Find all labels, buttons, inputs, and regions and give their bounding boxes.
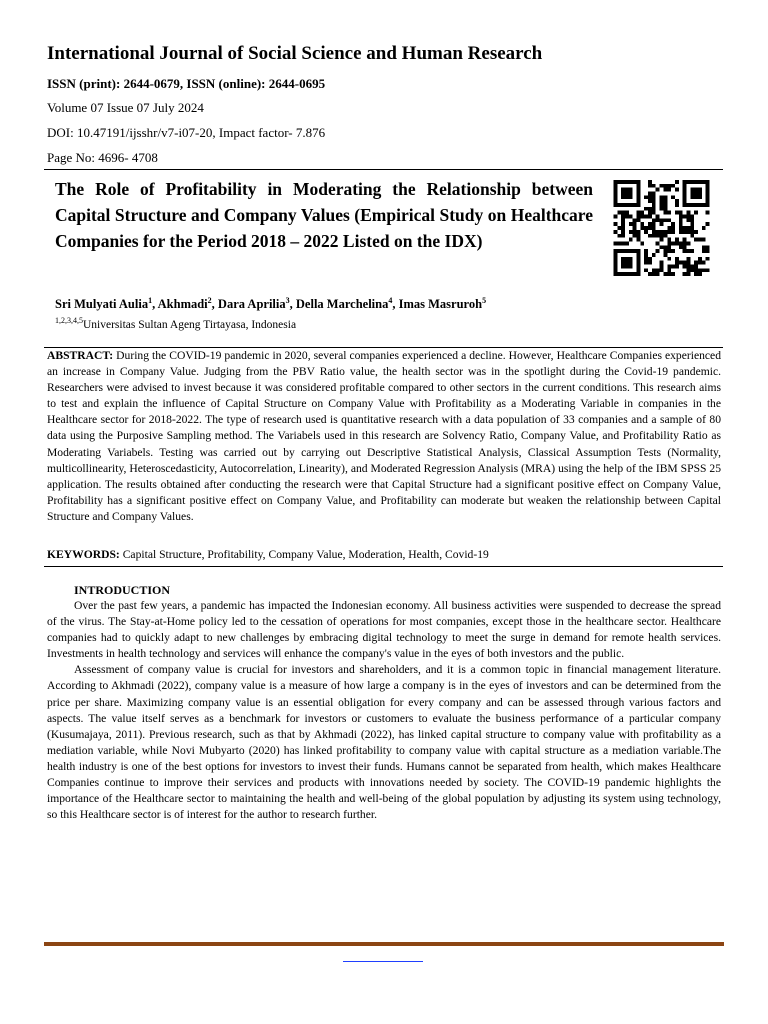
keywords-bottom-rule <box>44 566 723 567</box>
author-name: Sri Mulyati Aulia <box>55 297 149 312</box>
author-name: Della Marchelina <box>295 297 389 312</box>
paper-title: The Role of Profitability in Moderating the Relationship between Capital Structure and Company Values (Empirical Study on Healthcare Companies for the Period 2018 – 2022 Listed on the IDX) <box>55 179 593 251</box>
pages-line: Page No: 4696- 4708 <box>47 150 158 165</box>
volume-line: Volume 07 Issue 07 July 2024 <box>47 100 204 115</box>
affiliation: $^{1,2,3,4,5}$Universitas Sultan Ageng Tirtayasa, Indonesia <box>55 316 297 331</box>
abstract-text: During the COVID-19 pandemic in 2020, several companies experienced a decline. However, Healthcare Companies experienced an increase in Company Value. Judging from the PBV Ratio value, the health sector was in the spotlight during the Covid-19 pandemic. Researchers were advised to invest because it was considered profitable compared to other sectors in the current conditions. This research aims to test and explain the influence of Capital Structure on Company Value with Profitability as a Moderating Variable in companies in the Healthcare sector for 2018-2022. The type of research used is quantitative research with a data population of 33 companies and a sample of 80 data using the Purposive Sampling method. The Variabels used in this research are Solvency Ratio, Company Value, and Profitability Ratio as Moderating Variabels. Testing was carried out by carrying out Descriptive Statistical Analysis, Classical Assumption Tests (Normality, multicollinearity, Heteroscedasticity, Autocorrelation, Linearity), and Moderated Regression Analysis (MRA) using the help of the IBM SPSS 25 application. The results obtained after conducting the research were that Capital Structure had a significant positive effect on Company Value, Profitability has a significant positive effect on Company Value, and Profitability can moderate but weaken the relationship between Capital Structure and Company Values. <box>47 349 721 523</box>
doi-line: DOI: 10.47191/ijsshr/v7-i07-20, Impact factor- 7.876 <box>47 125 326 140</box>
footer-link-underline[interactable] <box>343 961 423 962</box>
journal-title: International Journal of Social Science and Human Research <box>47 43 543 64</box>
introduction-body <box>47 598 721 823</box>
abstract <box>47 348 721 525</box>
section-heading: INTRODUCTION <box>74 583 171 597</box>
author-name: Imas Masruroh <box>398 297 483 312</box>
footer-bar <box>44 942 724 946</box>
keywords-label: KEYWORDS: <box>47 548 120 561</box>
abstract-label: ABSTRACT: <box>47 349 114 362</box>
header-rule <box>44 169 723 170</box>
keywords <box>47 548 489 561</box>
author-name: Akhmadi <box>157 297 208 312</box>
paragraph: Over the past few years, a pandemic has impacted the Indonesian economy. All business activities were suspended to decrease the spread of the virus. The Stay-at-Home policy led to the cessation of operations for most companies, except those in the healthcare sector. Healthcare companies had to quickly adapt to new challenges by embracing digital technology to meet the surge in demand for remote health services. Investments in health technology and services will enhance the company's value in the eyes of both investors and the public. <box>47 599 721 661</box>
qr-code-icon[interactable] <box>610 180 713 276</box>
issn-line: ISSN (print): 2644-0679, ISSN (online): 2644-0695 <box>47 76 326 91</box>
author-name: Dara Aprilia <box>217 297 286 312</box>
keywords-text: Capital Structure, Profitability, Company Value, Moderation, Health, Covid-19 <box>122 548 489 561</box>
author-list: Sri Mulyati Aulia$^1$, Akhmadi$^2$, Dara Aprilia$^3$, Della Marchelina$^4$, Imas Masruroh$^5$ <box>55 296 487 312</box>
paragraph: Assessment of company value is crucial for investors and shareholders, and it is a common topic in financial management literature. According to Akhmadi (2022), company value is a measure of how large a company is in the eyes of investors and can be determined from the price per share. Maximizing company value is an essential obligation for every company and can be assessed through various factors and aspects. The value itself serves as a benchmark for investors or customers to evaluate the business performance of a particular company (Kusumajaya, 2011). Previous research, such as that by Akhmadi (2022), has linked capital structure to company value with profitability as a mediation variable, while Novi Mubyarto (2020) has linked profitability to company value with capital structure as a mediation variable.The health industry is one of the best options for investors to invest their funds. Humans cannot be separated from health, which makes Healthcare Companies continue to improve their services and products with innovations needed by society. The COVID-19 pandemic highlights the importance of the Healthcare sector to maintaining the health and well-being of the global population by adjusting its system using technology, so this Healthcare sector is of interest for the author to research further. <box>47 663 721 822</box>
